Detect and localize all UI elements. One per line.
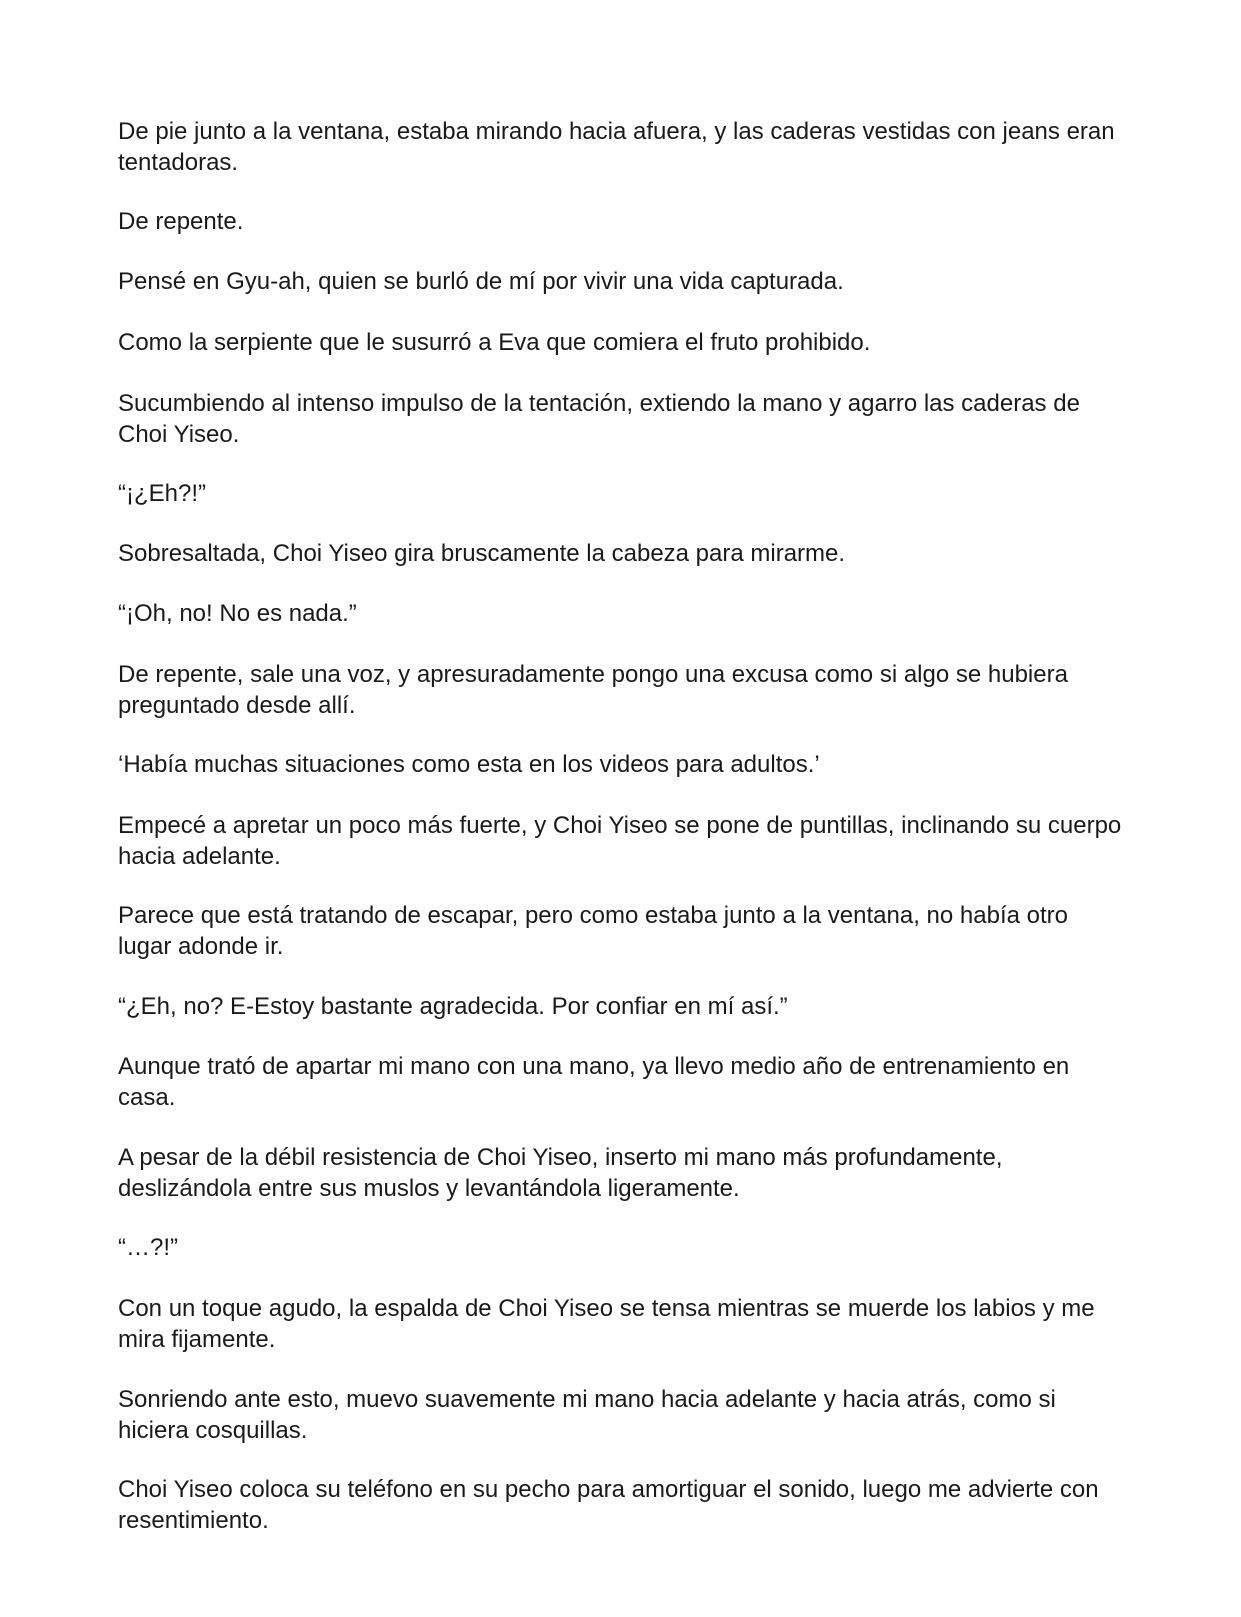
paragraph: Con un toque agudo, la espalda de Choi Yiseo se tensa mientras se muerde los labios y me mira fijamente. xyxy=(118,1295,1095,1353)
paragraph: ‘Había muchas situaciones como esta en los videos para adultos.’ xyxy=(118,751,820,778)
paragraph: De pie junto a la ventana, estaba mirando hacia afuera, y las caderas vestidas con jeans eran tentadoras. xyxy=(118,118,1115,176)
paragraph: “¡Oh, no! No es nada.” xyxy=(118,600,357,627)
paragraph: Choi Yiseo coloca su teléfono en su pecho para amortiguar el sonido, luego me advierte con resentimiento. xyxy=(118,1476,1099,1534)
paragraph: De repente. xyxy=(118,208,244,235)
paragraph: Aunque trató de apartar mi mano con una mano, ya llevo medio año de entrenamiento en casa. xyxy=(118,1053,1070,1111)
paragraph: “…?!” xyxy=(118,1234,178,1261)
paragraph: “¿Eh, no? E-Estoy bastante agradecida. Por confiar en mí así.” xyxy=(118,993,788,1020)
paragraph: Pensé en Gyu-ah, quien se burló de mí por vivir una vida capturada. xyxy=(118,268,844,295)
paragraph: Empecé a apretar un poco más fuerte, y Choi Yiseo se pone de puntillas, inclinando su cuerpo hacia adelante. xyxy=(118,812,1122,870)
paragraph: Como la serpiente que le susurró a Eva que comiera el fruto prohibido. xyxy=(118,329,871,356)
paragraph: Sobresaltada, Choi Yiseo gira bruscamente la cabeza para mirarme. xyxy=(118,540,846,567)
paragraph: De repente, sale una voz, y apresuradamente pongo una excusa como si algo se hubiera preguntado desde allí. xyxy=(118,661,1068,719)
paragraph: Parece que está tratando de escapar, pero como estaba junto a la ventana, no había otro lugar adonde ir. xyxy=(118,902,1068,960)
paragraph: Sucumbiendo al intenso impulso de la tentación, extiendo la mano y agarro las caderas de Choi Yiseo. xyxy=(118,390,1080,448)
paragraph: “¡¿Eh?!” xyxy=(118,480,207,507)
paragraph: Sonriendo ante esto, muevo suavemente mi mano hacia adelante y hacia atrás, como si hiciera cosquillas. xyxy=(118,1386,1056,1444)
paragraph: A pesar de la débil resistencia de Choi Yiseo, inserto mi mano más profundamente, deslizándola entre sus muslos y levantándola ligeramente. xyxy=(118,1144,1003,1202)
